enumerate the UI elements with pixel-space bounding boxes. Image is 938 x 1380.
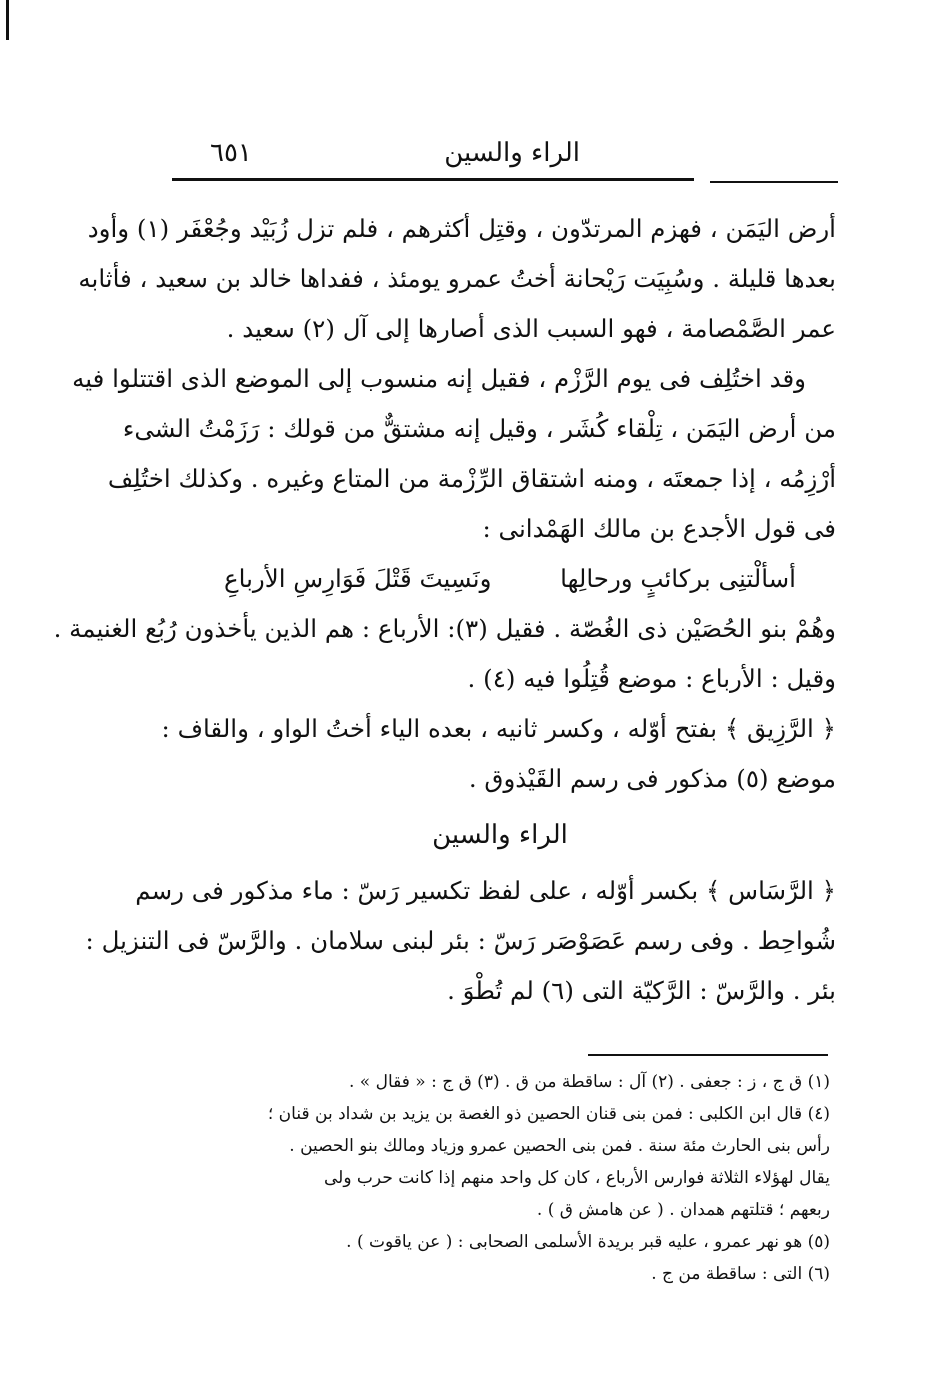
header-rule-right: [710, 181, 838, 183]
page-number: ٦٥١: [210, 138, 252, 168]
running-title: الراء والسين: [444, 138, 580, 168]
footnotes: [170, 1066, 830, 1290]
text-line: بعدها قليلة . وسُبِيَت رَيْحانة أختُ عمرو يومئذ ، ففداها خالد بن سعيد ، فأثابه: [78, 264, 836, 293]
footnote-line: (٦) التى : ساقطة من ج .: [651, 1264, 830, 1284]
header-rule-left: [172, 178, 694, 181]
text-line: موضع (٥) مذكور فى رسم القَيْذوق .: [468, 764, 836, 793]
footnote-line: (٥) هو نهر عمرو ، عليه قبر بريدة الأسلمى الصحابى : ( عن ياقوت ) .: [346, 1232, 830, 1252]
text-line: ﴿ الرَّزِيق ﴾ بفتح أوّله ، وكسر ثانيه ، بعده الياء أختُ الواو ، والقاف :: [161, 714, 836, 743]
text-line: وقد اختُلِف فى يوم الرَّزْم ، فقيل إنه منسوب إلى الموضع الذى اقتتلوا فيه: [72, 364, 806, 393]
body-text: [53, 204, 836, 1016]
footnote-line: (١) ق ج ، ز : جعفى . (٢) آل : ساقطة من ق . (٣) ق ج : « فقال » .: [348, 1072, 830, 1092]
footnote-separator: [588, 1054, 828, 1056]
text-line: وقيل : الأرباع : موضع قُتِلُوا فيه (٤) .: [467, 664, 836, 693]
text-line: بئر . والرَّسّ : الرَّكيّة التى (٦) لم تُطْوَ .: [447, 976, 836, 1005]
verse-hemistich-right: أسألْتنِى بركائبٍ ورحالِها: [560, 564, 796, 593]
page-header: [170, 120, 840, 180]
text-line: فى قول الأجدع بن مالك الهَمْدانى :: [482, 514, 836, 543]
text-line: وهُمْ بنو الحُصَيْن ذى الغُصّة . فقيل (٣): الأرباع : هم الذين يأخذون رُبُع الغنيمة .: [53, 614, 836, 643]
entry-razyq: [161, 704, 836, 804]
text-line: شُواحِط . وفى رسم عَصَوْصَر رَسّ : بئر لبنى سلامان . والرَّسّ فى التنزيل :: [85, 926, 836, 955]
paragraph-3: [53, 604, 836, 704]
paragraph-1: [78, 204, 836, 354]
text-line: من أرض اليَمَن ، تِلْقاء كُشَر ، وقيل إنه مشتقٌّ من قولك : رَزَمْتُ الشىء: [122, 414, 836, 443]
poetry-verse: [164, 554, 836, 604]
entry-rassas: [85, 866, 836, 1016]
text-line: أرض اليَمَن ، فهزم المرتدّون ، وقتِل أكثرهم ، فلم تزل زُبَيْد وجُعْفَر (١) وأود: [87, 214, 836, 243]
text-line: ﴿ الرَّسَاس ﴾ بكسر أوّله ، على لفظ تكسير رَسّ : ماء مذكور فى رسم: [135, 876, 836, 905]
footnote-line: (٤) قال ابن الكلبى : فمن بنى قنان الحصين ذو الغصة بن يزيد بن شداد بن قنان ؛: [267, 1104, 830, 1124]
footnote-line: ربعهم ؛ قتلتهم همدان . ( عن هامش ق ) .: [536, 1200, 830, 1220]
scan-edge-line: [6, 0, 9, 40]
footnote-line: يقال لهؤلاء الثلاثة فوارس الأرباع ، كان كل واحد منهم إذا كانت حرب ولى: [323, 1168, 830, 1188]
paragraph-2: [72, 354, 836, 554]
section-heading: الراء والسين: [432, 820, 568, 850]
text-line: أرْزِمُه ، إذا جمعتَه ، ومنه اشتقاق الرِّزْمة من المتاع وغيره . وكذلك اختُلِف: [107, 464, 836, 493]
footnote-line: رأس بنى الحارث مئة سنة . فمن بنى الحصين عمرو وزياد ومالك بنو الحصين .: [289, 1136, 830, 1156]
verse-hemistich-left: ونَسِيتَ قَتْلَ فَوَارِسِ الأرباعِ: [224, 564, 492, 593]
text-line: عمر الصَّمْصامة ، فهو السبب الذى أصارها إلى آل (٢) سعيد .: [226, 314, 836, 343]
